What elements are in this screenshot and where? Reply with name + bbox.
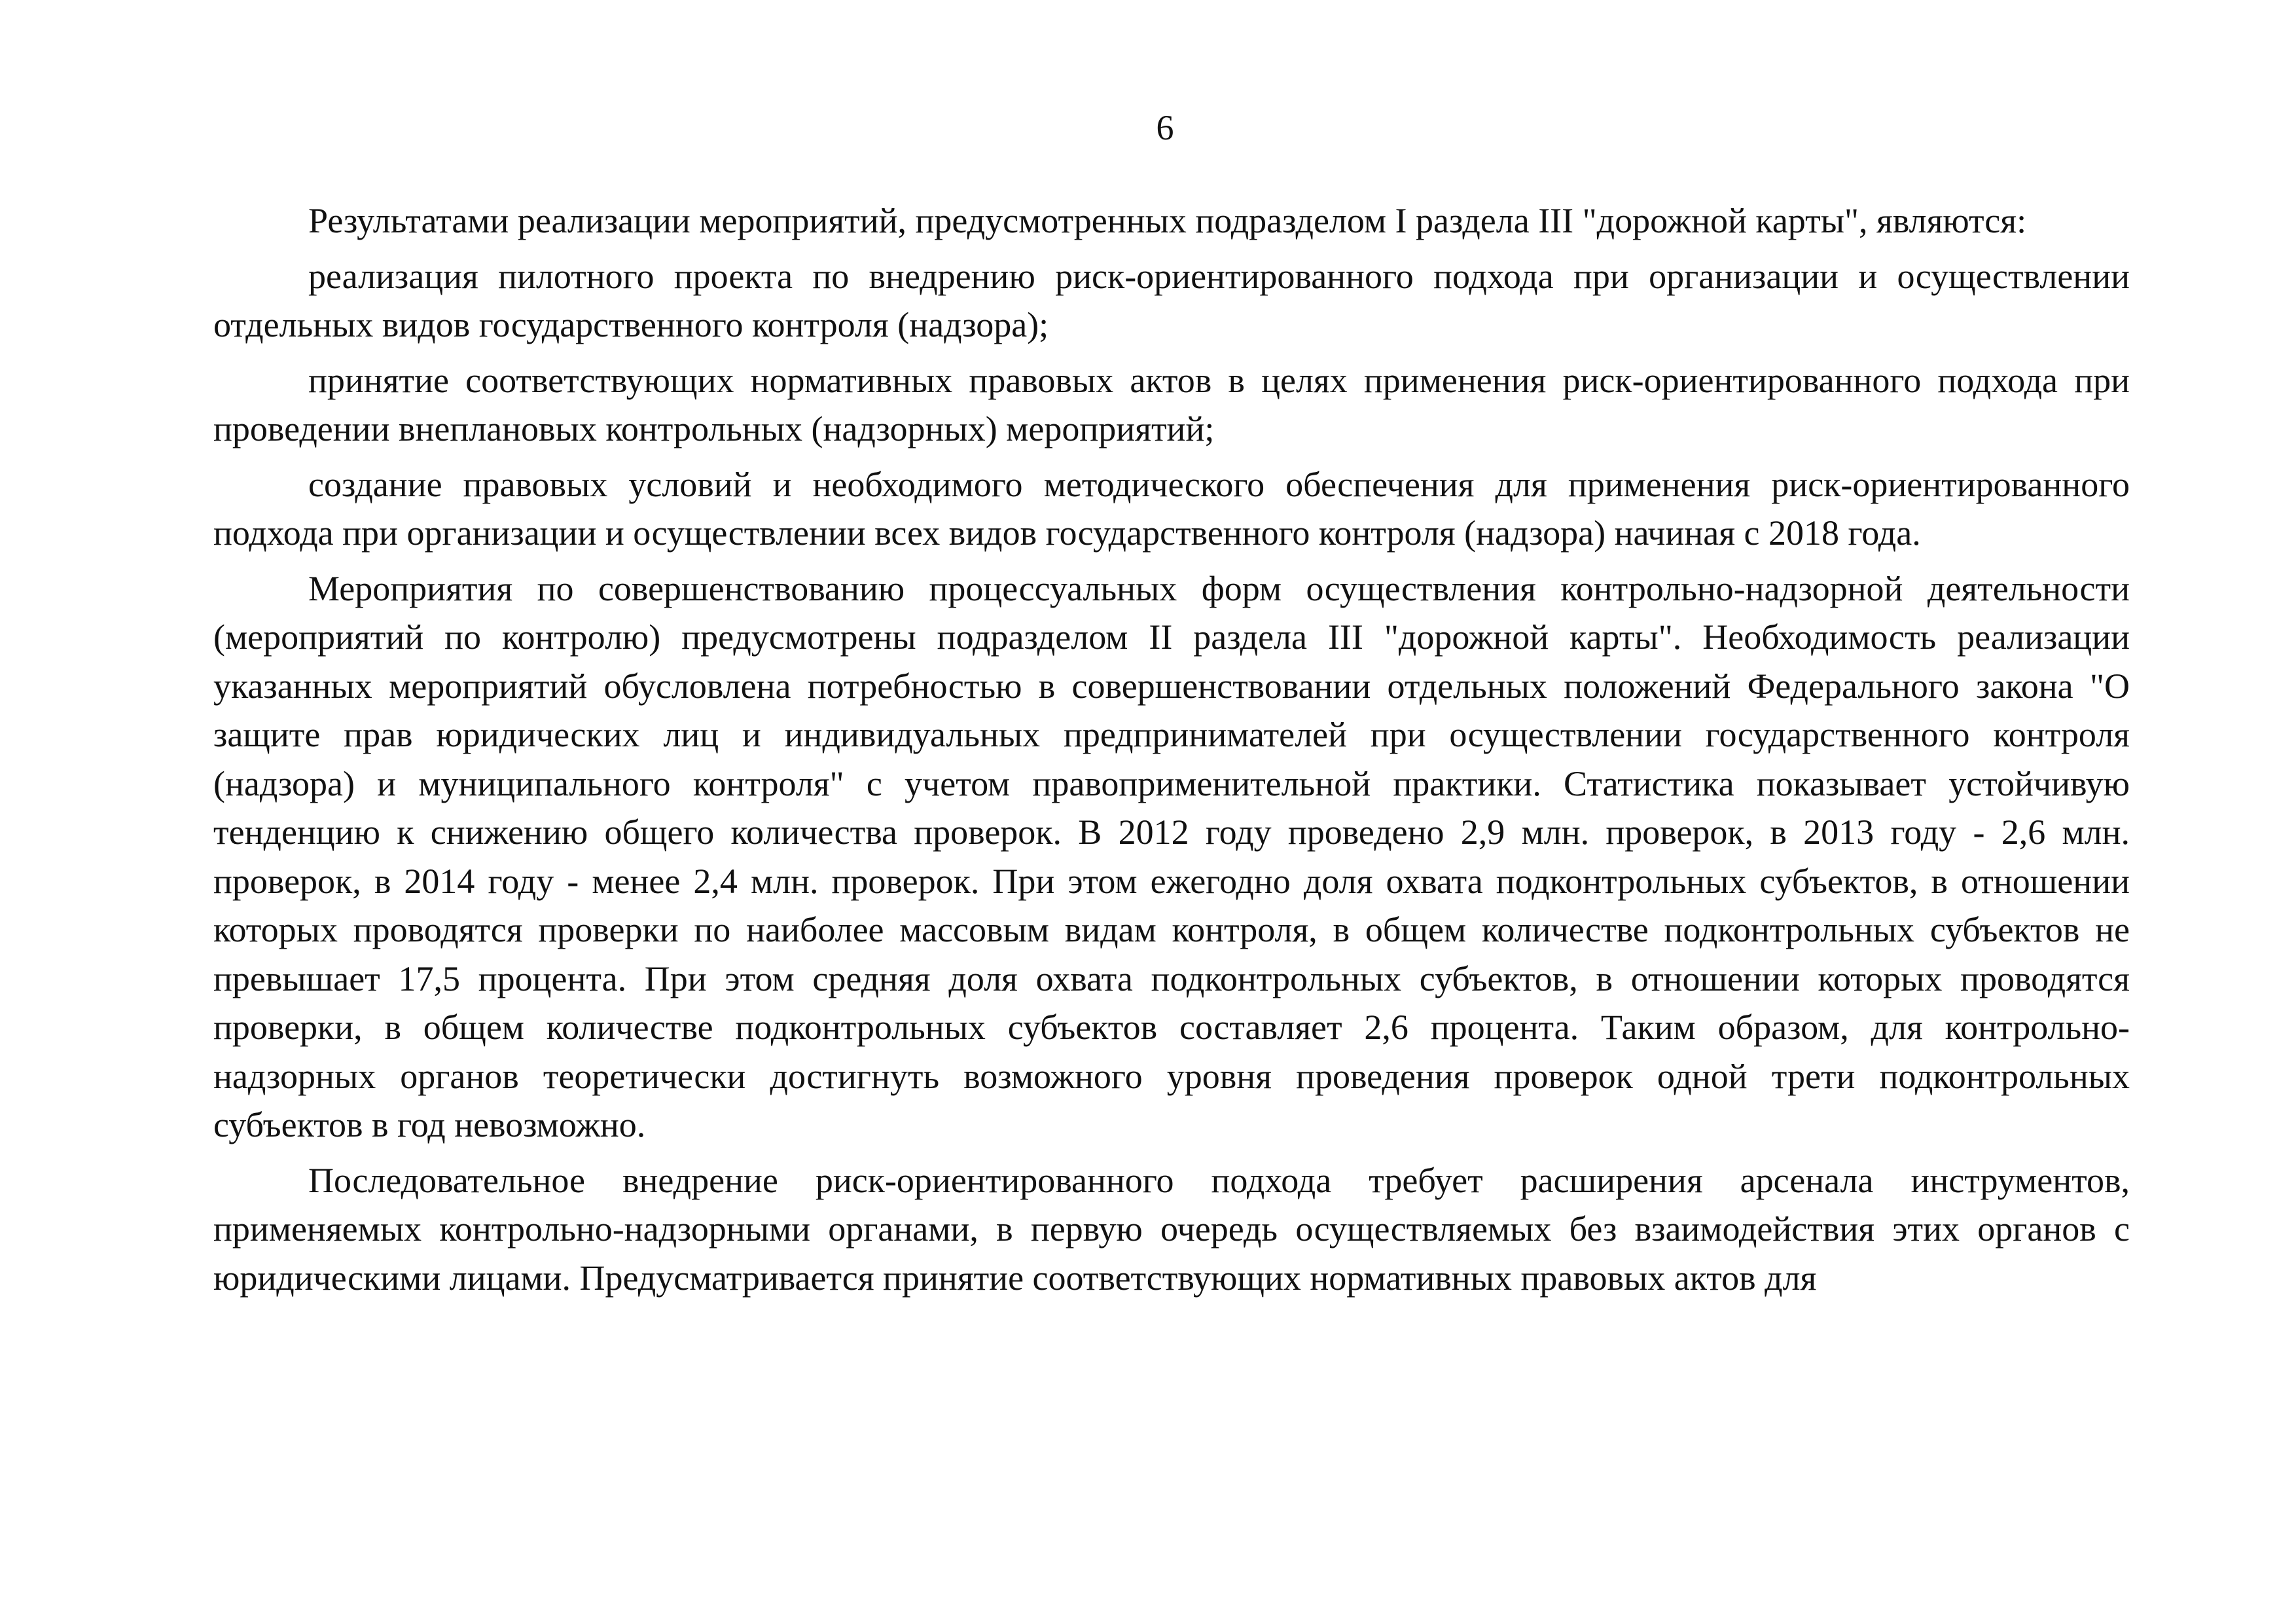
paragraph-risk-approach: Последовательное внедрение риск-ориентированного подхода требует расширения арсенала инструментов, применяемых контрольно-надзорными органами, в первую очередь осуществляемых без взаимодействия этих органов с юридическими лицами. Предусматривается принятие соответствующих нормативных правовых актов для [213,1160,2130,1298]
paragraph-legal-conditions: создание правовых условий и необходимого методического обеспечения для применения риск-ориентированного подхода при организации и осуществлении всех видов государственного контроля (надзора) начиная с 2018 года. [213,464,2130,553]
paragraph-normative-acts: принятие соответствующих нормативных правовых актов в целях применения риск-ориентированного подхода при проведении внеплановых контрольных (надзорных) мероприятий; [213,360,2130,448]
page-number: 6 [1156,108,1174,147]
paragraph-results-intro: Результатами реализации мероприятий, предусмотренных подразделом I раздела III "дорожной карты", являются: [308,201,2027,240]
body-text [213,196,2130,1302]
paragraph-pilot-project: реализация пилотного проекта по внедрению риск-ориентированного подхода при организации и осуществлении отдельных видов государственного контроля (надзора); [213,256,2130,344]
paragraph-procedural-forms: Мероприятия по совершенствованию процессуальных форм осуществления контрольно-надзорной деятельности (мероприятий по контролю) предусмотрены подразделом II раздела III "дорожной карты". Необходимость реализации указанных мероприятий обусловлена потребностью в совершенствовании отдельных положений Федерального закона "О защите прав юридических лиц и индивидуальных предпринимателей при осуществлении государственного контроля (надзора) и муниципального контроля" с учетом правоприменительной практики. Статистика показывает устойчивую тенденцию к снижению общего количества проверок. В 2012 году проведено 2,9 млн. проверок, в 2013 году - 2,6 млн. проверок, в 2014 году - менее 2,4 млн. проверок. При этом ежегодно доля охвата подконтрольных субъектов, в отношении которых проводятся проверки по наиболее массовым видам контроля, в общем количестве подконтрольных субъектов не превышает 17,5 процента. При этом средняя доля охвата подконтрольных субъектов, в отношении которых проводятся проверки, в общем количестве подконтрольных субъектов составляет 2,6 процента. Таким образом, для контрольно-надзорных органов теоретически достигнуть возможного уровня проведения проверок одной трети подконтрольных субъектов в год невозможно. [213,568,2130,1144]
